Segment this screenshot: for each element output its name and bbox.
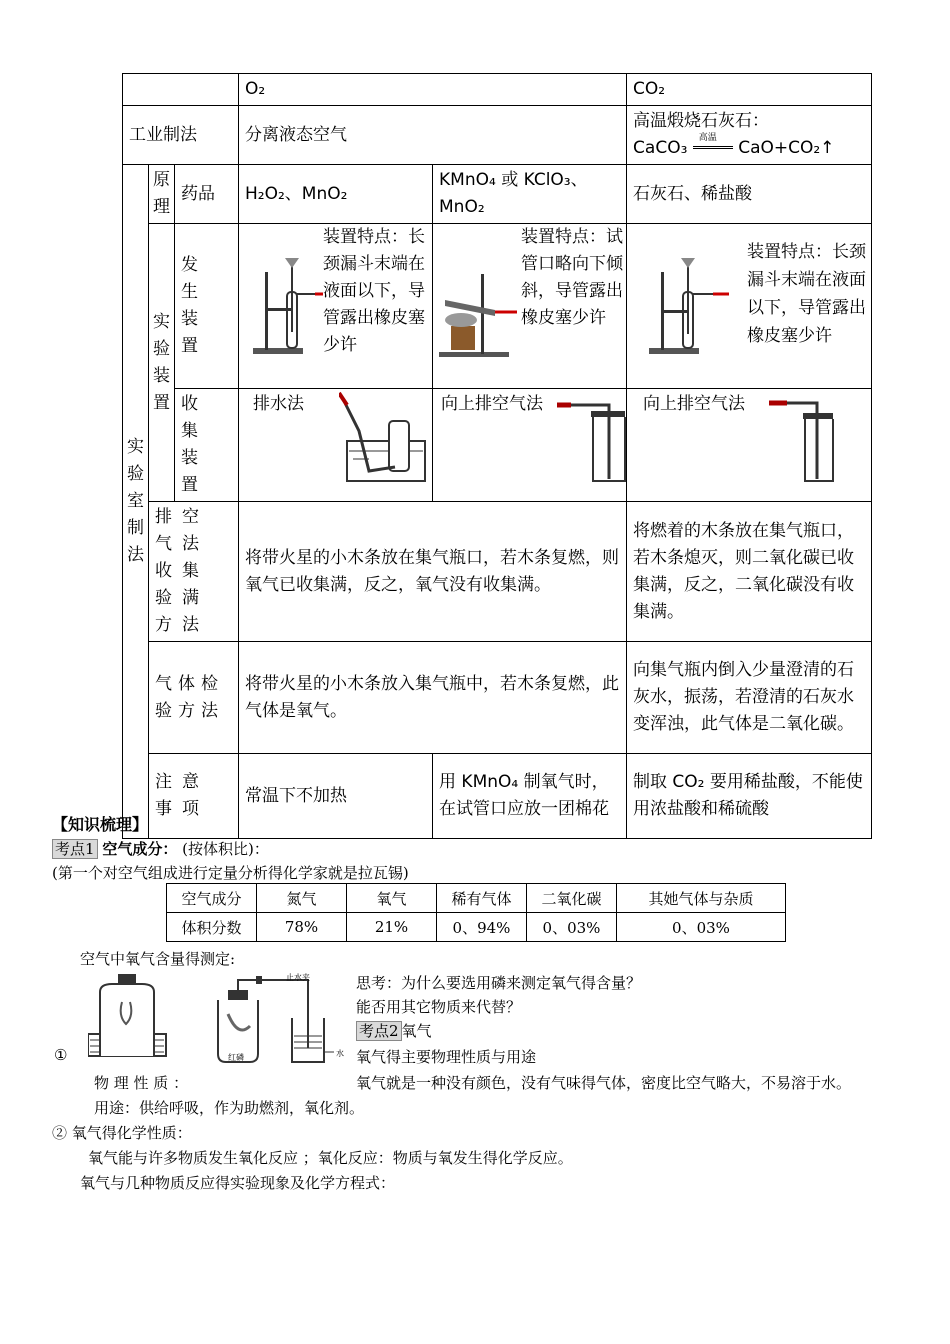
collector-label-b: 向上排空气法 xyxy=(441,394,544,414)
generator-o2-b xyxy=(433,224,627,389)
usage-text: 用途：供给呼吸，作为助燃剂，氧化剂。 xyxy=(94,1099,365,1117)
notes-co2: 制取 CO₂ 要用稀盐酸，不能使用浓盐酸和稀硫酸 xyxy=(627,754,872,839)
gas-comparison-table xyxy=(122,73,872,839)
air-row-label: 体积分数 xyxy=(167,913,257,942)
o2-header: O₂ xyxy=(239,74,627,106)
clamp-label: 止水夹 xyxy=(286,973,310,982)
air-header-3: 稀有气体 xyxy=(437,884,527,913)
generator-label: 发生装置 xyxy=(175,224,239,389)
air-header-2: 氧气 xyxy=(347,884,437,913)
equation-condition: 高温 xyxy=(698,133,717,143)
generator-co2 xyxy=(627,224,872,389)
circle-one: ① xyxy=(54,1046,68,1064)
test-co2: 向集气瓶内倒入少量澄清的石灰水，振荡，若澄清的石灰水变浑浊，此气体是二氧化碳。 xyxy=(627,642,872,754)
air-header-5: 其她气体与杂质 xyxy=(617,884,786,913)
think-q1: 思考：为什么要选用磷来测定氧气得含量？ xyxy=(356,974,642,992)
notes-o2-b: 用 KMnO₄ 制氧气时，在试管口应放一团棉花 xyxy=(433,754,627,839)
lab-method-label: 实验室制法 xyxy=(123,165,149,839)
generator-text-co2: 装置特点：长颈漏斗末端在液面以下，导管露出橡皮塞少许 xyxy=(747,242,867,346)
bell-jar-figure xyxy=(88,972,168,1060)
physical-text: 氧气就是一种没有颜色，没有气味得气体，密度比空气略大，不易溶于水。 xyxy=(356,1074,852,1092)
collector-label: 收集装置 xyxy=(175,389,239,502)
upward-air-figure-a xyxy=(557,391,627,486)
generator-text-a: 装置特点：长颈漏斗末端在液面以下，导管露出橡皮塞少许 xyxy=(323,227,426,355)
fullcheck-co2: 将燃着的木条放在集气瓶口，若木条熄灭，则二氧化碳已收集满，反之，二氧化碳没有收集满。 xyxy=(627,502,872,642)
point1-note: (按体积比)： xyxy=(182,840,269,858)
collector-label-co2: 向上排空气法 xyxy=(643,394,746,414)
water-displacement-figure xyxy=(339,391,429,486)
drugs-o2-b: KMnO₄ 或 KClO₃、MnO₂ xyxy=(433,165,627,224)
air-header-4: 二氧化碳 xyxy=(527,884,617,913)
point1-line xyxy=(52,838,269,859)
co2-header: CO₂ xyxy=(627,74,872,106)
equation-left: CaCO₃ xyxy=(633,138,688,158)
phosphorus-label: 红磷 xyxy=(228,1053,244,1062)
notes-o2-a: 常温下不加热 xyxy=(239,754,433,839)
generator-o2-a xyxy=(239,224,433,389)
upward-air-figure-co2 xyxy=(769,391,849,486)
caco3-equation xyxy=(633,135,865,162)
collector-label-a: 排水法 xyxy=(253,394,305,414)
drugs-label: 药品 xyxy=(175,165,239,224)
water-label: 水 xyxy=(336,1049,344,1058)
notes-label: 注意事项 xyxy=(149,754,239,839)
fullcheck-label: 排空气法收集验满方法 xyxy=(149,502,239,642)
air-header-0: 空气成分 xyxy=(167,884,257,913)
point2-line xyxy=(356,1020,432,1041)
apparatus-label: 实验装置 xyxy=(149,224,175,502)
air-value-1: 21% xyxy=(347,913,437,942)
collector-o2-b xyxy=(433,389,627,502)
generator-apparatus-b-figure xyxy=(437,264,522,364)
collector-o2-a xyxy=(239,389,433,502)
test-label: 气体检验方法 xyxy=(149,642,239,754)
principle-label: 原理 xyxy=(149,165,175,224)
corner-cell xyxy=(123,74,239,106)
think-q2: 能否用其它物质来代替？ xyxy=(356,998,522,1016)
point2-title: 氧气 xyxy=(401,1022,432,1040)
industrial-co2 xyxy=(627,106,872,165)
chem-heading: ② 氧气得化学性质： xyxy=(52,1124,192,1142)
generator-apparatus-co2-figure xyxy=(633,254,743,364)
air-value-3: 0、03% xyxy=(527,913,617,942)
section-heading: 【知识梳理】 xyxy=(52,815,149,834)
air-header-1: 氮气 xyxy=(257,884,347,913)
collector-co2 xyxy=(627,389,872,502)
point1-title: 空气成分： xyxy=(102,840,178,858)
point2-tag: 考点2 xyxy=(356,1021,402,1041)
equation-arrow xyxy=(693,146,733,149)
fullcheck-o2: 将带火星的小木条放在集气瓶口，若木条复燃，则氧气已收集满，反之，氧气没有收集满。 xyxy=(239,502,627,642)
industrial-label: 工业制法 xyxy=(123,106,239,165)
drugs-co2: 石灰石、稀盐酸 xyxy=(627,165,872,224)
lavoisier-note: (第一个对空气组成进行定量分析得化学家就是拉瓦锡) xyxy=(52,864,409,882)
equation-right: CaO+CO₂↑ xyxy=(738,138,835,158)
physical-label: 物 理 性 质 ： xyxy=(94,1074,189,1092)
drugs-o2-a: H₂O₂、MnO₂ xyxy=(239,165,433,224)
generator-apparatus-a-figure xyxy=(243,252,323,362)
physical-heading: 氧气得主要物理性质与用途 xyxy=(356,1048,537,1066)
test-o2: 将带火星的小木条放入集气瓶中，若木条复燃，此气体是氧气。 xyxy=(239,642,627,754)
industrial-co2-line1: 高温煅烧石灰石： xyxy=(633,111,770,131)
industrial-o2: 分离液态空气 xyxy=(239,106,627,165)
generator-text-b: 装置特点：试管口略向下倾斜，导管露出橡皮塞少许 xyxy=(521,227,624,328)
air-value-4: 0、03% xyxy=(617,913,786,942)
reactions-heading: 氧气与几种物质反应得实验现象及化学方程式： xyxy=(80,1174,396,1192)
air-value-0: 78% xyxy=(257,913,347,942)
point1-tag: 考点1 xyxy=(52,839,98,859)
oxidation-text: 氧气能与许多物质发生氧化反应 ；氧化反应：物质与氧发生得化学反应。 xyxy=(88,1149,573,1167)
air-composition-table xyxy=(166,883,786,942)
oxygen-measure-heading: 空气中氧气含量得测定: xyxy=(80,950,236,968)
air-value-2: 0、94% xyxy=(437,913,527,942)
